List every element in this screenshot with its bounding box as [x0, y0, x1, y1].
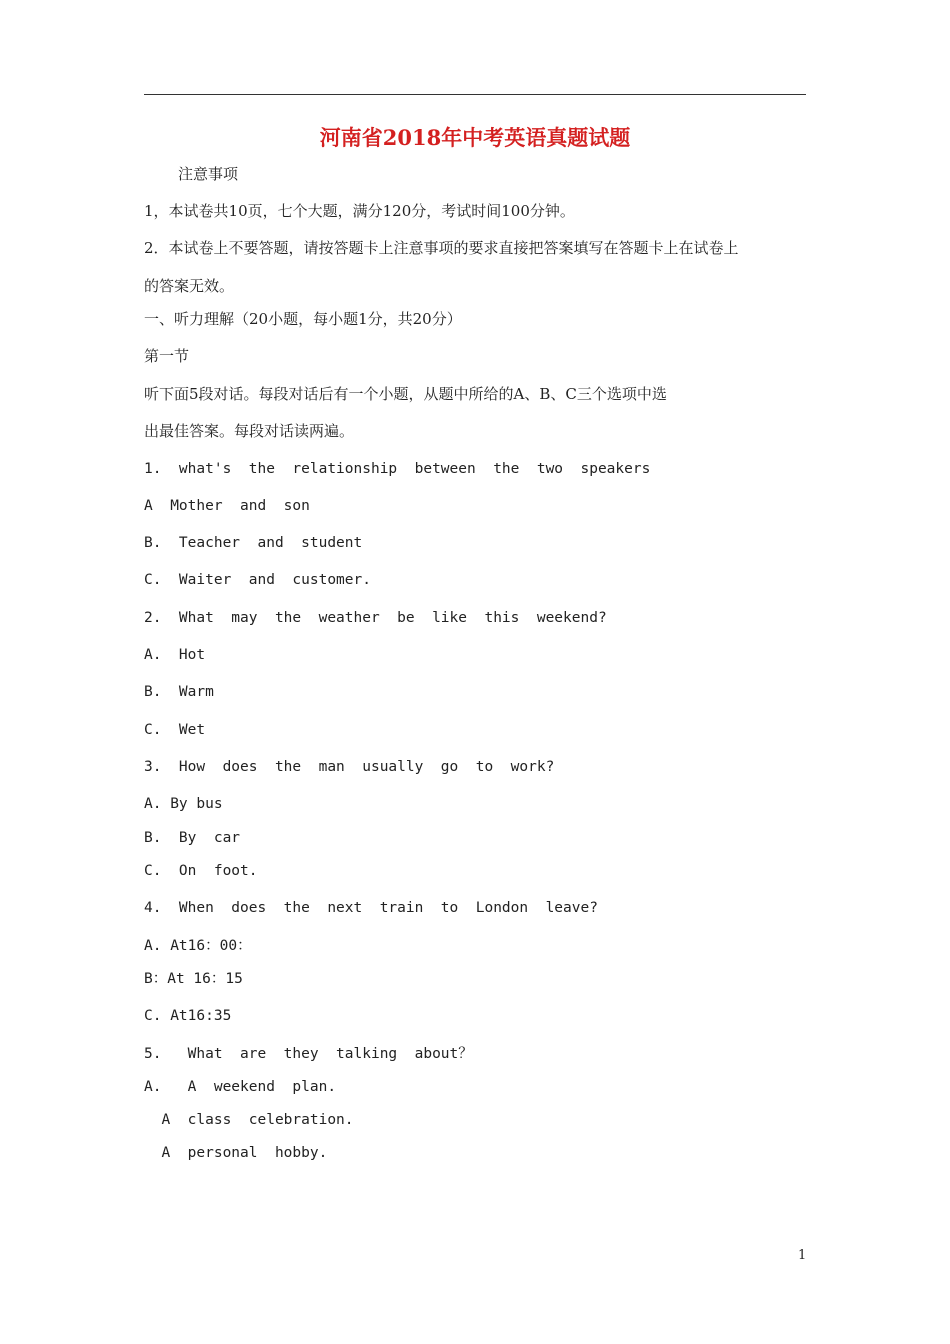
page-number: 1: [798, 1248, 807, 1263]
q5-option-a: A. A weekend plan.: [144, 1079, 337, 1095]
header-rule: [144, 94, 806, 95]
question-4: 4. When does the next train to London leave?: [144, 900, 598, 916]
q2-option-b: B. Warm: [144, 684, 214, 700]
q4-option-b: B：At 16：15: [144, 971, 243, 987]
q4-option-a: A. At16：00：: [144, 938, 252, 954]
question-1: 1. what's the relationship between the two speakers: [144, 461, 651, 477]
q3-option-a: A. By bus: [144, 796, 223, 812]
q1-option-c: C. Waiter and customer.: [144, 572, 371, 588]
document-title: 河南省2018年中考英语真题试题: [319, 125, 631, 150]
part-heading: 第一节: [144, 347, 190, 365]
q2-option-c: C. Wet: [144, 722, 206, 738]
q5-option-b: A class celebration.: [144, 1112, 354, 1128]
instructions-line-2: 出最佳答案。每段对话读两遍。: [144, 422, 355, 440]
q5-option-c: A personal hobby.: [144, 1145, 328, 1161]
q3-option-b: B. By car: [144, 830, 241, 846]
q3-option-c: C. On foot.: [144, 863, 258, 879]
q2-option-a: A. Hot: [144, 647, 206, 663]
question-5: 5. What are they talking about？: [144, 1046, 473, 1062]
q1-option-a: A Mother and son: [144, 498, 310, 514]
notice-line-2: 2．本试卷上不要答题，请按答题卡上注意事项的要求直接把答案填写在答题卡上在试卷上: [144, 239, 739, 257]
q1-option-b: B. Teacher and student: [144, 535, 363, 551]
question-2: 2. What may the weather be like this weekend?: [144, 610, 607, 626]
notice-heading: 注意事项: [178, 165, 239, 183]
q4-option-c: C. At16:35: [144, 1008, 232, 1024]
section-heading: 一、听力理解（20小题，每小题1分，共20分）: [144, 310, 462, 328]
notice-line-1: 1，本试卷共10页，七个大题，满分120分，考试时间100分钟。: [144, 202, 575, 220]
question-3: 3. How does the man usually go to work?: [144, 759, 555, 775]
notice-line-3: 的答案无效。: [144, 277, 235, 295]
instructions-line-1: 听下面5段对话。每段对话后有一个小题，从题中所给的A、B、C三个选项中选: [144, 385, 667, 403]
